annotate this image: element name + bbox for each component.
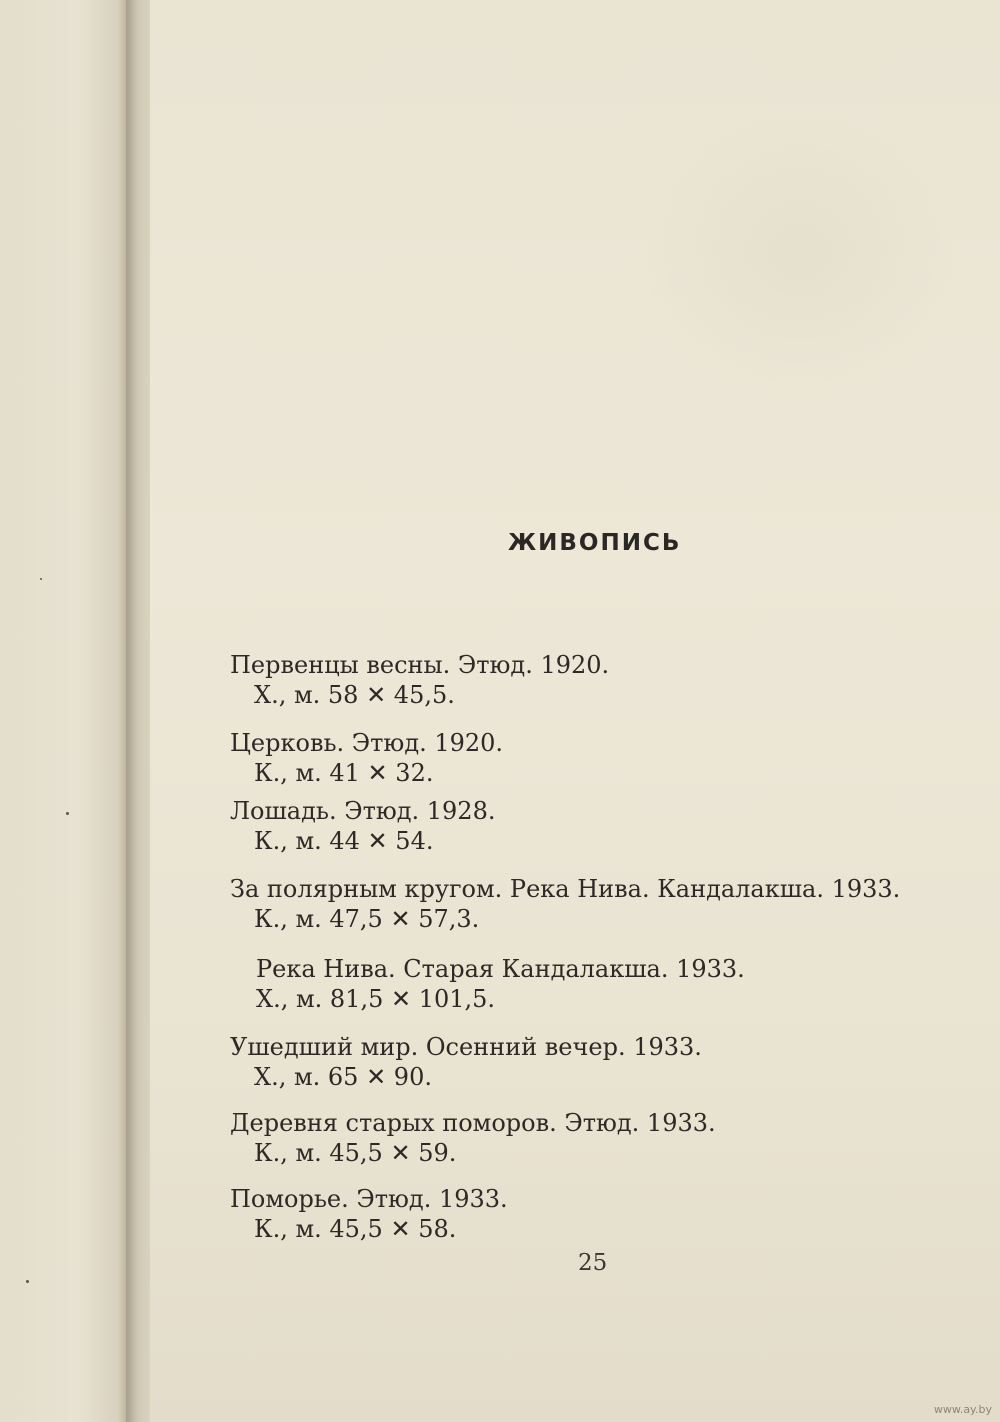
entry-title: Поморье. Этюд. 1933. bbox=[230, 1185, 508, 1213]
catalog-entry bbox=[230, 728, 503, 788]
catalog-entry bbox=[230, 1108, 716, 1168]
entry-medium: К., м. 45,5 ✕ 59. bbox=[254, 1139, 457, 1167]
entry-medium: К., м. 47,5 ✕ 57,3. bbox=[254, 905, 480, 933]
page-number: 25 bbox=[578, 1250, 608, 1276]
section-heading: ЖИВОПИСЬ bbox=[508, 530, 682, 556]
entry-title: Первенцы весны. Этюд. 1920. bbox=[230, 651, 610, 679]
entry-title: Лошадь. Этюд. 1928. bbox=[230, 797, 496, 825]
entry-medium: Х., м. 65 ✕ 90. bbox=[254, 1063, 432, 1091]
catalog-entry bbox=[230, 650, 609, 710]
entry-title: Деревня старых поморов. Этюд. 1933. bbox=[230, 1109, 716, 1137]
entry-medium: Х., м. 81,5 ✕ 101,5. bbox=[256, 985, 496, 1013]
watermark: www.ay.by bbox=[933, 1403, 992, 1416]
catalog-entry bbox=[230, 874, 900, 934]
catalog-entry bbox=[256, 954, 745, 1014]
entry-title: Церковь. Этюд. 1920. bbox=[230, 729, 504, 757]
catalog-entry bbox=[230, 796, 495, 856]
catalog-entry bbox=[230, 1184, 508, 1244]
entry-medium: К., м. 41 ✕ 32. bbox=[254, 759, 434, 787]
entry-title: Река Нива. Старая Кандалакша. 1933. bbox=[256, 955, 745, 983]
entry-medium: К., м. 44 ✕ 54. bbox=[254, 827, 434, 855]
entry-medium: К., м. 45,5 ✕ 58. bbox=[254, 1215, 457, 1243]
entry-title: Ушедший мир. Осенний вечер. 1933. bbox=[230, 1033, 702, 1061]
entry-title: За полярным кругом. Река Нива. Кандалакша. 1933. bbox=[230, 875, 901, 903]
entry-medium: Х., м. 58 ✕ 45,5. bbox=[254, 681, 455, 709]
catalog-entry bbox=[230, 1032, 702, 1092]
